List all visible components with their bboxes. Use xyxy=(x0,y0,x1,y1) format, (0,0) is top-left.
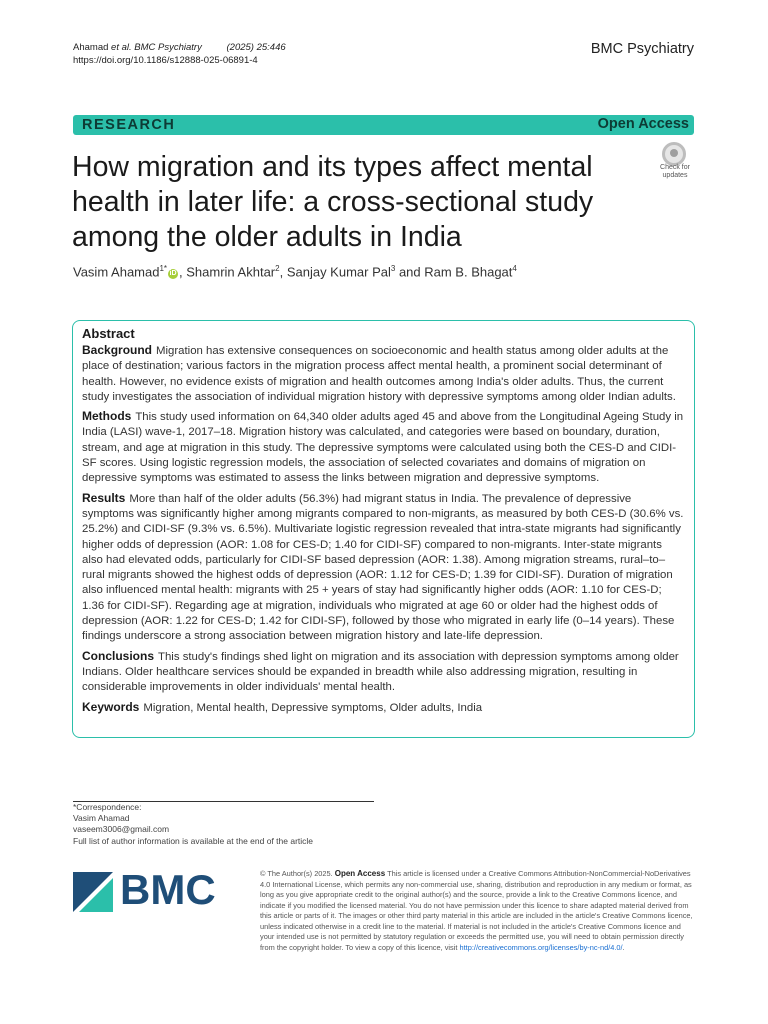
correspondence-label: *Correspondence: xyxy=(73,802,142,812)
author-3: , Sanjay Kumar Pal xyxy=(279,264,391,280)
author-list xyxy=(73,264,517,279)
author-1-affil: 1* xyxy=(159,264,168,273)
journal-name: BMC Psychiatry xyxy=(590,41,694,57)
correspondence-footnote xyxy=(73,802,313,847)
correspondence-name: Vasim Ahamad xyxy=(73,813,130,824)
citation-header xyxy=(73,41,286,67)
open-access-label: Open Access xyxy=(597,116,689,132)
license-link[interactable]: http://creativecommons.org/licenses/by-nc-nd/4.0/ xyxy=(459,942,623,952)
author-4: and Ram B. Bhagat xyxy=(395,264,513,280)
keywords-heading: Keywords xyxy=(82,699,140,714)
license-prefix: © The Author(s) 2025. xyxy=(260,869,333,878)
background-heading: Background xyxy=(82,343,153,357)
bmc-logo-mark-icon xyxy=(73,872,113,912)
check-for-updates-badge[interactable] xyxy=(655,140,695,182)
section-label: RESEARCH xyxy=(82,117,176,133)
bmc-logo-text: BMC xyxy=(120,866,216,913)
author-1: Vasim Ahamad xyxy=(73,264,160,280)
author-2-affil: 2 xyxy=(275,264,280,273)
results-text: More than half of the older adults (56.3%) had migrant status in India. The prevalence of depressive symptoms was significantly higher among migrants compared to non-migrants, as measured by both CES-D (30.6% vs. 25.2%) and CIDI-SF (9.3% vs. 6.5%). Multivariate logistic regression revealed that intra-state migrants had significantly higher odds of depression (AOR: 1.08 for CES-D; 1.40 for CIDI-SF) compared to non-migrants. Inter-state migrants also had elevated odds, particularly for CIDI-SF based depression (AOR: 1.38). Among migration streams, rural–to–rural migrants showed the highest odds of depression (AOR: 1.12 for CES-D; 1.39 for CIDI-SF). Duration of migration also influenced mental health: migrants with 25 + years of stay had significantly higher odds (AOR: 1.10 for CES-D; 1.36 for CIDI-SF). Regarding age at migration, individuals who migrated at age 60 or older had the highest odds of depression (AOR: 1.22 for CES-D; 1.42 for CIDI-SF), followed by those who migrated in early life (0–14 years). These findings underscore a strong association between migration history and late-life depression. xyxy=(82,492,684,643)
author-info-note: Full list of author information is available at the end of the article xyxy=(73,835,314,846)
check-updates-icon xyxy=(662,142,686,166)
abstract-box xyxy=(72,320,695,738)
check-updates-text: Check for updates xyxy=(660,164,690,179)
abstract-keywords xyxy=(82,700,685,716)
conclusions-text: This study's findings shed light on migration and its association with depression symptoms among older Indians. Older healthcare services should be expanded in breadth while also addressing migration, resulting in considerable improvements in older individuals' mental health. xyxy=(82,650,679,694)
author-2: , Shamrin Akhtar xyxy=(179,264,276,280)
author-4-affil: 4 xyxy=(512,264,517,273)
license-open-access: Open Access xyxy=(334,869,386,878)
abstract-results xyxy=(82,491,685,645)
correspondence-email[interactable]: vaseem3006@gmail.com xyxy=(73,824,170,835)
results-heading: Results xyxy=(82,490,126,505)
abstract-conclusions xyxy=(82,649,685,696)
methods-text: This study used information on 64,340 older adults aged 45 and above from the Longitudinal Ageing Study in India (LASI) wave-1, 2017–18. Migration history was calculated, and categories were based on boundary, duration, stream, and age at migration in this study. The depressive symptoms were calculated using both the CES-D and CIDI-SF scores. Using logistic regression models, the association of selected covariates and domains of migration on depressive symptoms was estimated to assess the links between migration and depressive symptoms. xyxy=(82,411,684,485)
article-title: How migration and its types affect mental health in later life: a cross-sectional study among the older adults in India xyxy=(72,151,594,253)
abstract-heading: Abstract xyxy=(82,326,135,341)
license-suffix: . xyxy=(622,942,625,952)
orcid-icon[interactable]: iD xyxy=(169,270,177,278)
doi-link[interactable]: https://doi.org/10.1186/s12888-025-06891-4 xyxy=(73,55,258,66)
license-statement xyxy=(260,869,696,953)
citation-year: (2025) 25:446 xyxy=(226,42,286,53)
citation-etal: et al. xyxy=(111,42,132,53)
background-text: Migration has extensive consequences on socioeconomic and health status among older adults at the place of destination; various factors in the migration process affect mental health, a prominent social determinant of health. However, no evidence exists of migration and health outcomes among India's older adults. Thus, the current study investigates the association of individual migration history with depressive symptoms among older Indian adults. xyxy=(82,345,676,403)
research-banner xyxy=(73,115,694,135)
bmc-logo xyxy=(73,866,219,913)
methods-heading: Methods xyxy=(82,409,132,424)
abstract-methods xyxy=(82,409,685,486)
license-body: This article is licensed under a Creative Commons Attribution-NonCommercial-NoDerivatives 4.0 International License, which permits any non-commercial use, sharing, distribution and reproduction in any medium or format, as long as you give appropriate credit to the original author(s) and the source, provide a link to the Creative Commons licence, and indicate if you modified the licensed material. You do not have permission under this licence to share adapted material derived from this article or parts of it. The images or other third party material in this article are included in the article's Creative Commons licence, unless indicated otherwise in a credit line to the material. If material is not included in the article's Creative Commons licence and your intended use is not permitted by statutory regulation or exceeds the permitted use, you will need to obtain permission directly from the copyright holder. To view a copy of this licence, visit xyxy=(260,869,693,952)
abstract-background xyxy=(82,343,685,405)
citation-authors: Ahamad xyxy=(73,42,109,53)
citation-journal: BMC Psychiatry xyxy=(134,42,202,53)
conclusions-heading: Conclusions xyxy=(82,648,155,663)
keywords-text: Migration, Mental health, Depressive symptoms, Older adults, India xyxy=(143,701,483,714)
author-3-affil: 3 xyxy=(390,264,396,273)
